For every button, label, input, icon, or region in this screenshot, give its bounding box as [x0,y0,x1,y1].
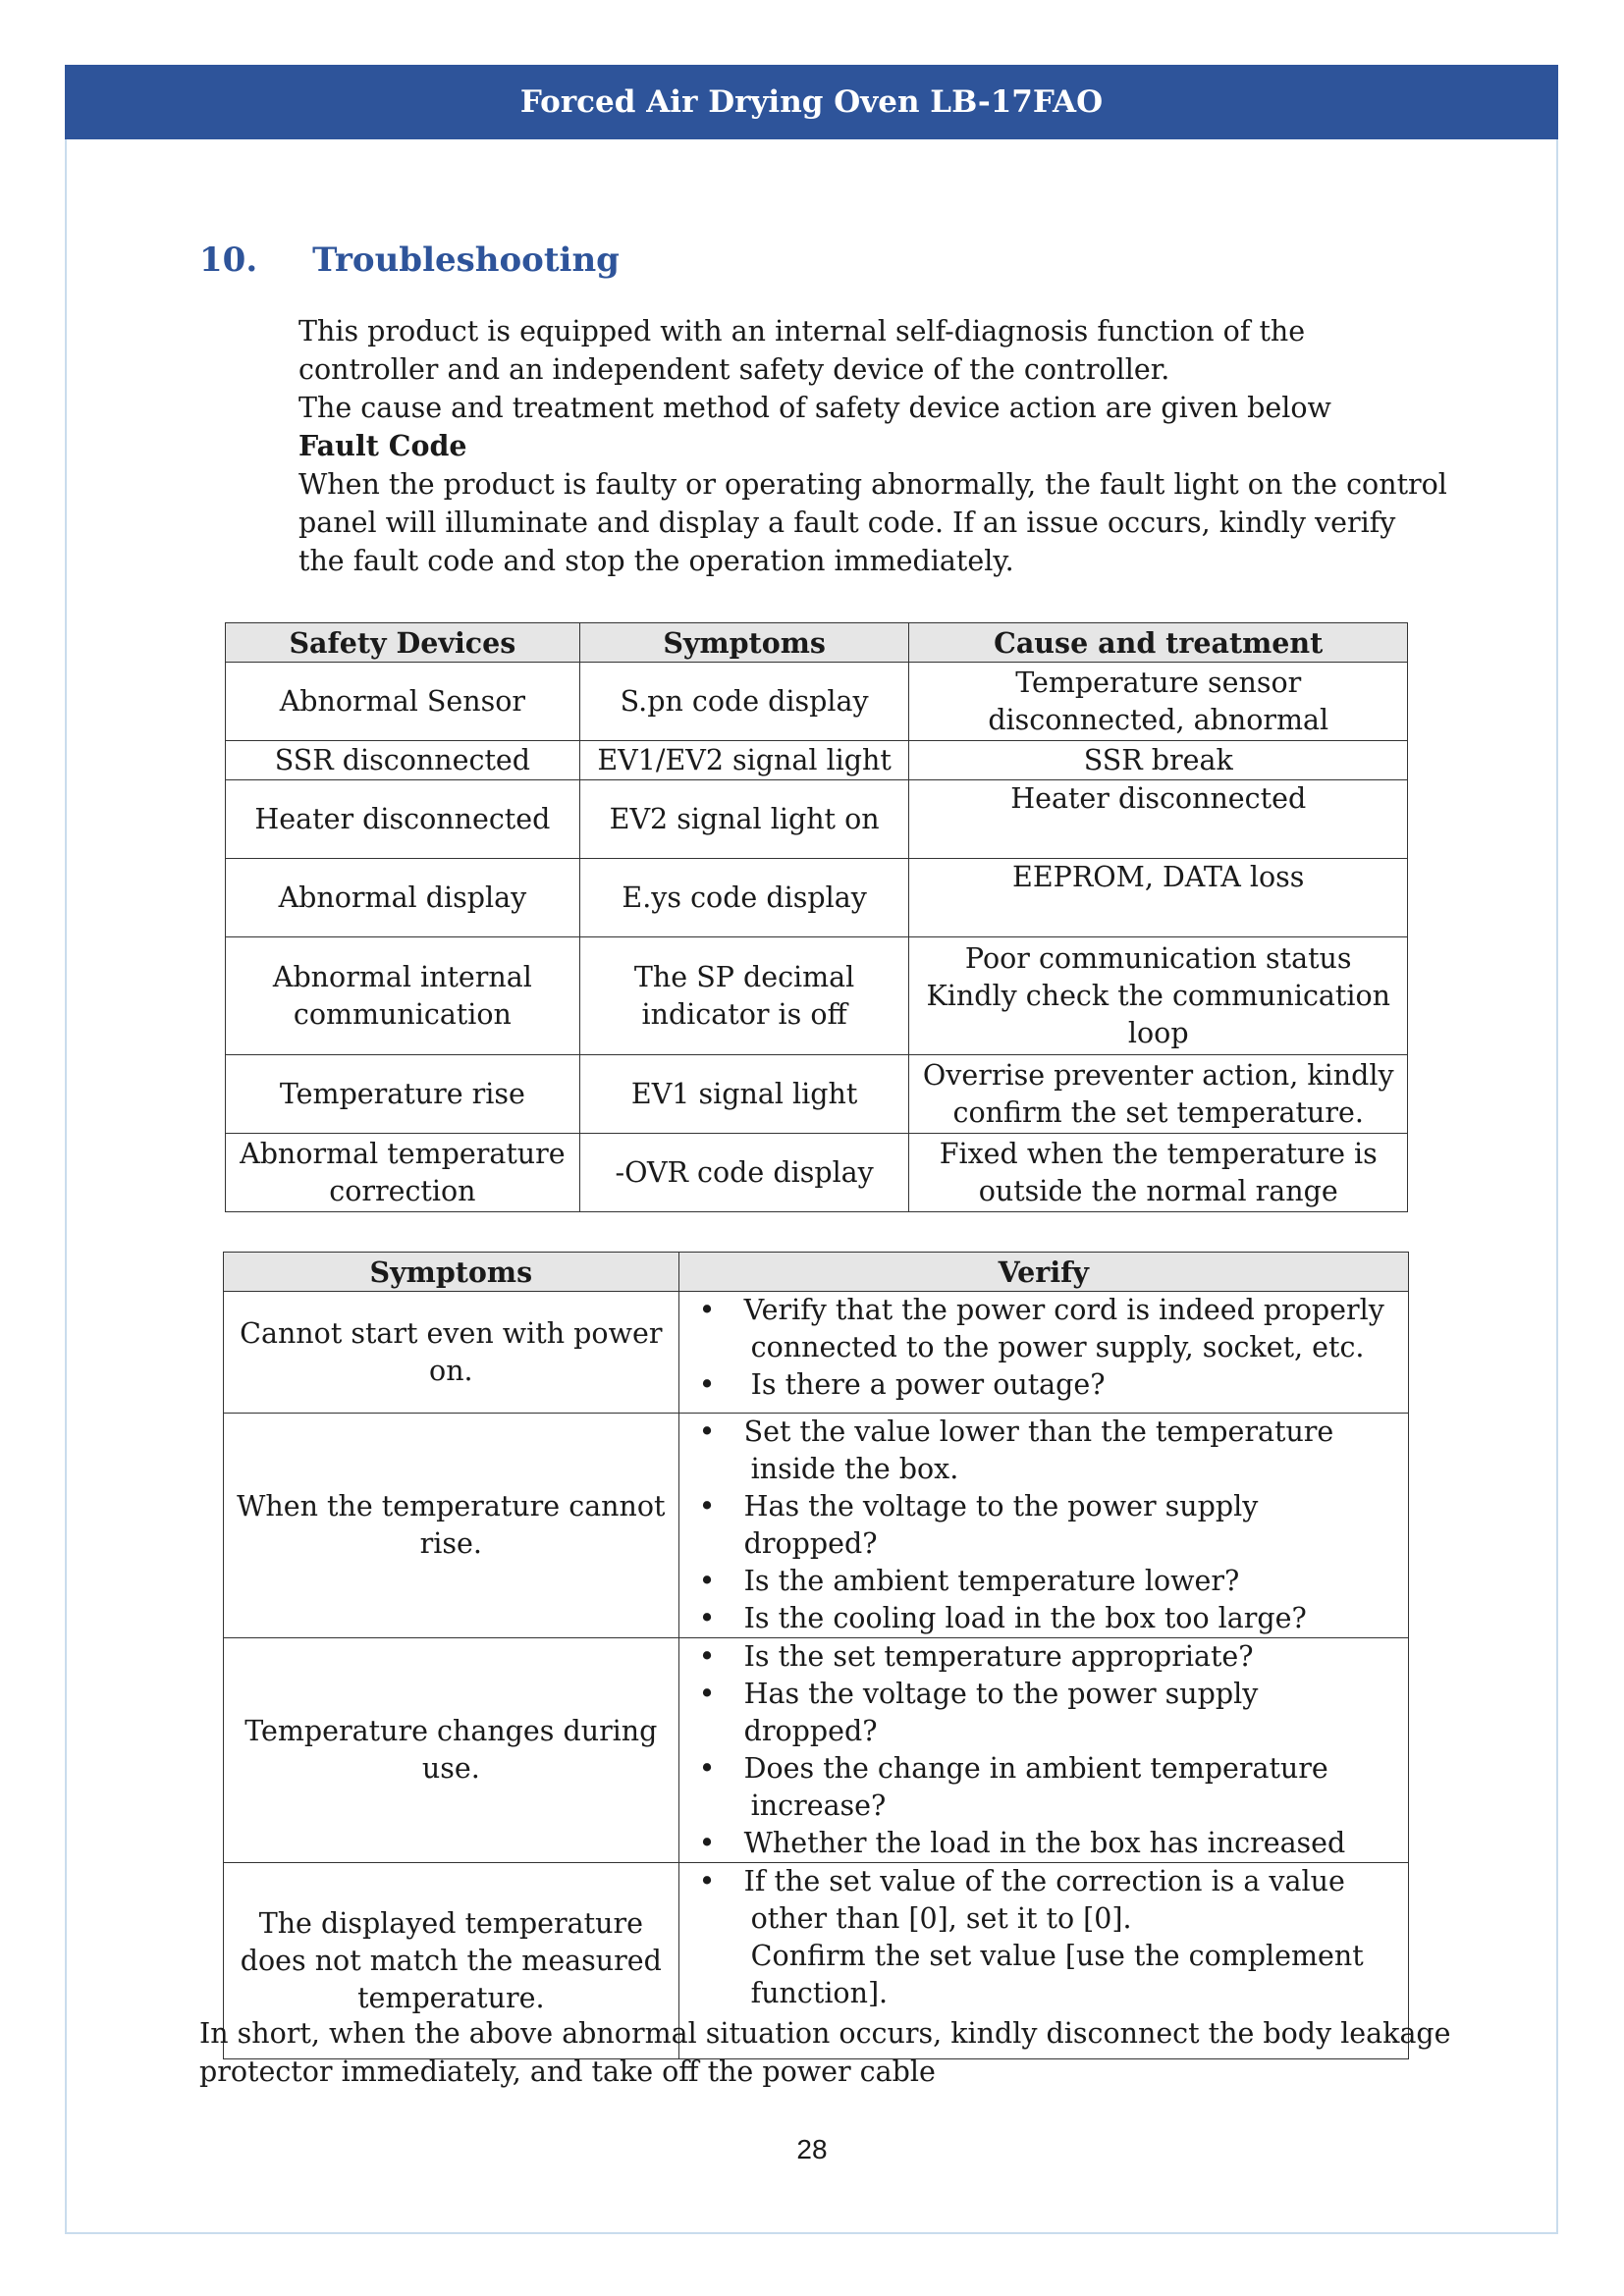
table-row [226,780,1408,859]
safety-device-cell: Abnormal Sensor [226,663,580,741]
list-item-continuation: function]. [750,1977,889,2009]
verify-list [689,1292,1398,1404]
safety-device-cell: Heater disconnected [226,780,580,859]
list-item: • Is the set temperature appropriate? [689,1638,1398,1676]
table-row [226,1055,1408,1134]
column-header: Safety Devices [226,623,580,663]
symptom-cell: S.pn code display [579,663,909,741]
symptom-cell: The SP decimal indicator is off [579,937,909,1055]
verify-list [689,1414,1398,1637]
fault-code-heading: Fault Code [298,429,467,462]
safety-device-cell: SSR disconnected [226,741,580,780]
cause-cell: Fixed when the temperature is outside the normal range [909,1134,1408,1212]
table-header-row [224,1253,1409,1292]
symptom-cell: EV2 signal light on [579,780,909,859]
symptom-cell: -OVR code display [579,1134,909,1212]
verify-table [223,1252,1409,2059]
cause-cell: Temperature sensor disconnected, abnormal [909,663,1408,741]
cause-cell: SSR break [909,741,1408,780]
column-header: Verify [678,1253,1408,1292]
symptom-cell: When the temperature cannot rise. [224,1414,679,1638]
bullet-icon: • [698,1678,716,1710]
closing-note: In short, when the above abnormal situation occurs, kindly disconnect the body leakage protector immediately, and take off the power cable [199,2017,1451,2088]
verify-list [689,1863,1398,2012]
list-item: • Is there a power outage? [689,1366,1398,1404]
column-header: Symptoms [579,623,909,663]
list-item-continuation: other than [0], set it to [0]. [750,1902,1132,1935]
safety-devices-table [225,622,1408,1212]
intro-paragraph-3: When the product is faulty or operating abnormally, the fault light on the control panel will illuminate and display a fault code. If an issue occurs, kindly verify the fault code and stop the operation immediately. [298,468,1447,577]
symptom-cell: The displayed temperature does not match the measured temperature. [224,1863,679,2059]
safety-device-cell: Abnormal display [226,859,580,937]
table-header-row [226,623,1408,663]
bullet-icon: • [698,1490,716,1522]
intro-paragraph-2: The cause and treatment method of safety device action are given below [298,392,1331,424]
section-heading [199,236,620,285]
list-item: • Verify that the power cord is indeed properly [689,1292,1398,1329]
cause-cell: EEPROM, DATA loss [909,859,1408,937]
bullet-icon: • [698,1368,716,1401]
bullet-icon: • [698,1827,716,1859]
bullet-icon: • [698,1294,716,1326]
list-item: • Has the voltage to the power supply dropped? [698,1490,1259,1560]
list-item: • Set the value lower than the temperature [689,1414,1398,1451]
cause-cell: Heater disconnected [909,780,1408,859]
list-item: • Whether the load in the box has increased [689,1825,1398,1862]
table-row [224,1292,1409,1414]
intro-text [298,312,1447,580]
bullet-icon: • [698,1565,716,1597]
symptom-cell: Temperature changes during use. [224,1638,679,1863]
table-row [226,859,1408,937]
bullet-icon: • [698,1640,716,1673]
list-item: • If the set value of the correction is a value [689,1863,1398,1900]
table-row [226,741,1408,780]
table-row [226,1134,1408,1212]
list-item-continuation: increase? [750,1789,887,1822]
table-row [226,663,1408,741]
verify-cell [678,1414,1408,1638]
bullet-icon: • [698,1415,716,1448]
column-header: Cause and treatment [909,623,1408,663]
bullet-icon: • [698,1602,716,1634]
verify-list [689,1638,1398,1862]
table-row [224,1638,1409,1863]
symptom-cell: E.ys code display [579,859,909,937]
list-item-continuation: connected to the power supply, socket, etc. [750,1331,1365,1363]
list-item: • Is the ambient temperature lower? [689,1563,1398,1600]
list-item: • Does the change in ambient temperature [689,1750,1398,1788]
table-row [224,1414,1409,1638]
cause-cell: Overrise preventer action, kindly confirm the set temperature. [909,1055,1408,1134]
safety-device-cell: Abnormal temperature correction [226,1134,580,1212]
verify-cell [678,1638,1408,1863]
list-item: • Has the voltage to the power supply dropped? [698,1678,1259,1747]
document-header [65,65,1558,139]
bullet-icon: • [698,1752,716,1785]
intro-paragraph-1: This product is equipped with an internal self-diagnosis function of the controller and an independent safety device of the controller. [298,315,1306,386]
document-title: Forced Air Drying Oven LB-17FAO [519,84,1104,120]
table-row [226,937,1408,1055]
symptom-cell: EV1/EV2 signal light [579,741,909,780]
bullet-icon: • [698,1865,716,1897]
symptom-cell: Cannot start even with power on. [224,1292,679,1414]
verify-cell [678,1292,1408,1414]
symptom-cell: EV1 signal light [579,1055,909,1134]
safety-device-cell: Temperature rise [226,1055,580,1134]
list-item: • Is the cooling load in the box too large? [689,1600,1398,1637]
list-item-continuation: inside the box. [750,1453,959,1485]
section-title: Troubleshooting [312,240,620,280]
column-header: Symptoms [224,1253,679,1292]
list-item-continuation: Confirm the set value [use the complement [750,1940,1364,1972]
cause-cell: Poor communication status Kindly check the communication loop [909,937,1408,1055]
section-number: 10. [199,240,258,280]
safety-device-cell: Abnormal internal communication [226,937,580,1055]
page-number: 28 [796,2134,828,2164]
